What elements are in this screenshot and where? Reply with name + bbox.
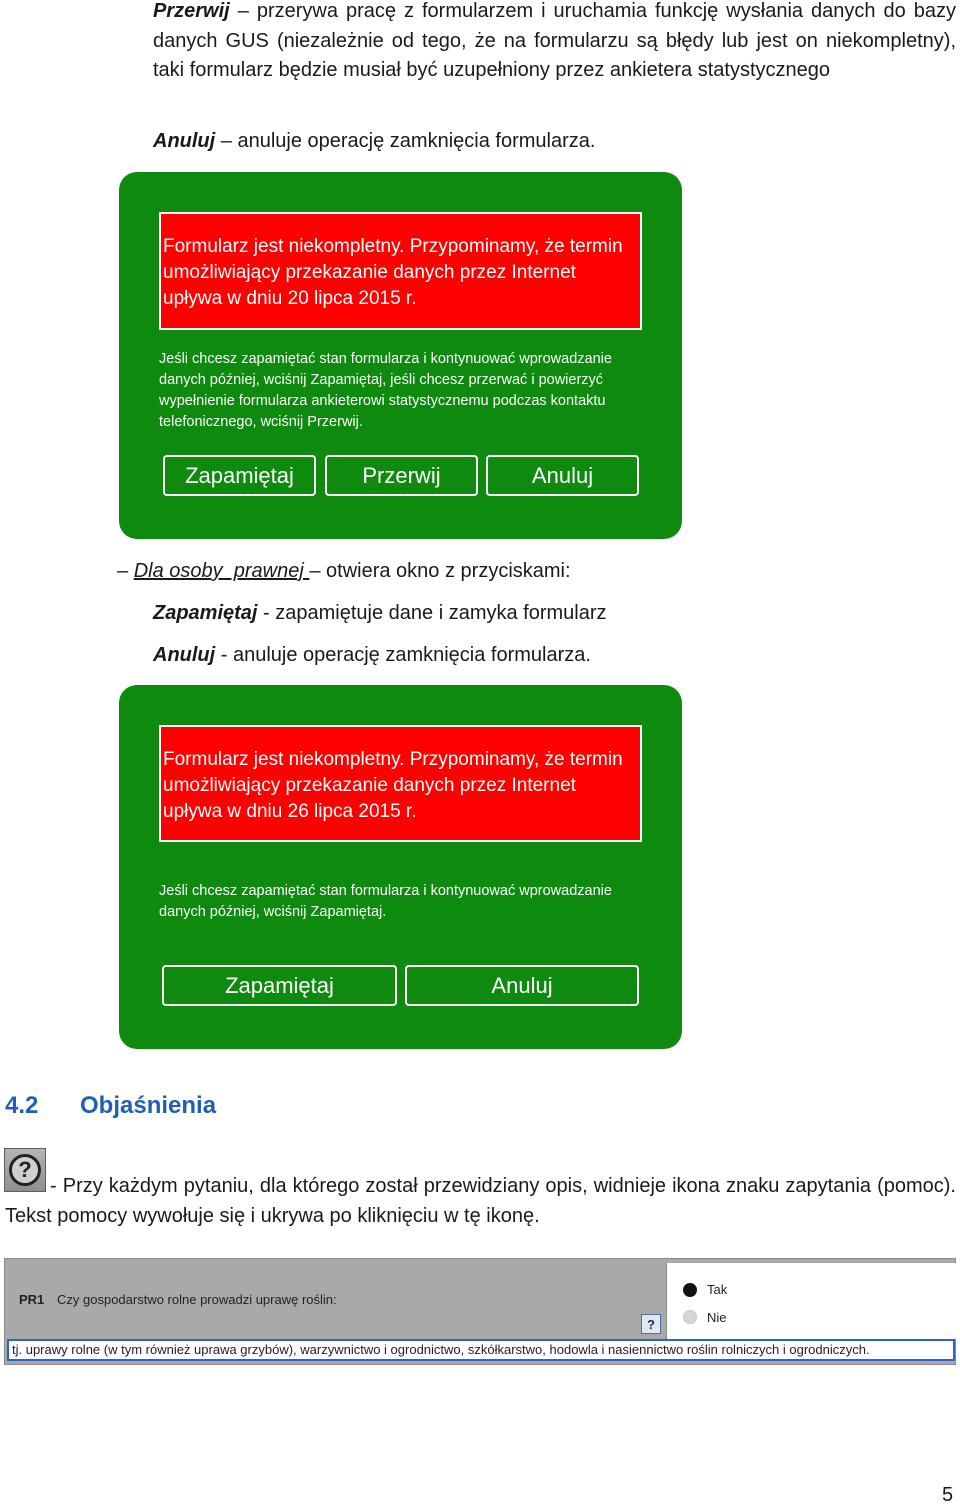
przerwij-description: [153, 0, 956, 86]
close-form-dialog-legal: [119, 685, 682, 1049]
zapamietaj-description: [153, 599, 607, 627]
option-label-nie: Nie: [707, 1310, 727, 1325]
zapamietaj-button[interactable]: Zapamiętaj: [163, 455, 316, 496]
close-form-dialog-person: [119, 172, 682, 539]
section-number: 4.2: [5, 1092, 39, 1119]
legal-person-rest: – otwiera okno z przyciskami:: [309, 560, 571, 582]
legal-person-link: Dla osoby prawnej: [133, 560, 310, 582]
option-label-tak: Tak: [707, 1282, 728, 1297]
form-question-row: [4, 1258, 956, 1365]
dialog-info-text: Jeśli chcesz zapamiętać stan formularza i kontynuować wprowadzanie danych później, wciśnij Zapamiętaj, jeśli chcesz przerwać i powierzyć wypełnienie formularza ankieterowi statystycznemu podczas kontaktu telefonicznego, wciśnij Przerwij.: [159, 351, 612, 430]
help-description: - Przy każdym pytaniu, dla którego został przewidziany opis, widnieje ikona znaku zapytania (pomoc). Tekst pomocy wywołuje się i ukrywa po kliknięciu w tę ikonę.: [5, 1175, 956, 1227]
list-dash: –: [117, 560, 129, 582]
dialog-info-text-2: Jeśli chcesz zapamiętać stan formularza i kontynuować wprowadzanie danych później, wciśnij Zapamiętaj.: [159, 883, 612, 920]
incomplete-form-alert: Formularz jest niekompletny. Przypominamy, że termin umożliwiający przekazanie danych przez Internet upływa w dniu 20 lipca 2015 r.: [159, 212, 642, 330]
answer-options: [666, 1263, 957, 1339]
anuluj-term: Anuluj: [153, 130, 216, 152]
anuluj-description: [153, 127, 595, 155]
zapamietaj-desc: - zapamiętuje dane i zamyka formularz: [257, 602, 607, 624]
zapamietaj-button-2[interactable]: Zapamiętaj: [162, 965, 397, 1006]
radio-nie[interactable]: [683, 1310, 697, 1324]
section-title: Objaśnienia: [80, 1092, 217, 1119]
section-heading: [5, 1092, 216, 1120]
anuluj-description-2: [153, 641, 591, 669]
anuluj-desc-2: - anuluje operację zamknięcia formularza.: [215, 644, 591, 666]
help-question-icon[interactable]: ?: [641, 1314, 661, 1334]
anuluj-desc: – anuluje operację zamknięcia formularza.: [215, 130, 596, 152]
anuluj-term-2: Anuluj: [153, 644, 216, 666]
help-text-box: tj. uprawy rolne (w tym również uprawa grzybów), warzywnictwo i ogrodnictwo, szkółkarstwo, hodowla i nasiennictwo roślin rolniczych i ogrodniczych.: [7, 1339, 955, 1361]
question-text: Czy gospodarstwo rolne prowadzi uprawę roślin:: [57, 1292, 337, 1307]
przerwij-desc: – przerywa pracę z formularzem i uruchamia funkcję wysłania danych do bazy danych GUS (niezależnie od tego, że na formularzu są błędy lub jest on niekompletny), taki formularz będzie musiał być uzupełniony przez ankietera statystycznego: [153, 0, 956, 81]
zapamietaj-term: Zapamiętaj: [153, 602, 258, 624]
question-code: PR1: [19, 1292, 45, 1307]
legal-person-line: [117, 557, 571, 585]
question-mark-icon: ?: [9, 1154, 41, 1186]
przerwij-term: Przerwij: [153, 0, 230, 22]
incomplete-form-alert-2: Formularz jest niekompletny. Przypominamy, że termin umożliwiający przekazanie danych przez Internet upływa w dniu 26 lipca 2015 r.: [159, 725, 642, 842]
anuluj-button-2[interactable]: Anuluj: [405, 965, 639, 1006]
radio-tak[interactable]: [683, 1283, 697, 1297]
przerwij-button[interactable]: Przerwij: [325, 455, 478, 496]
anuluj-button[interactable]: Anuluj: [486, 455, 639, 496]
page-number: 5: [942, 1484, 954, 1506]
